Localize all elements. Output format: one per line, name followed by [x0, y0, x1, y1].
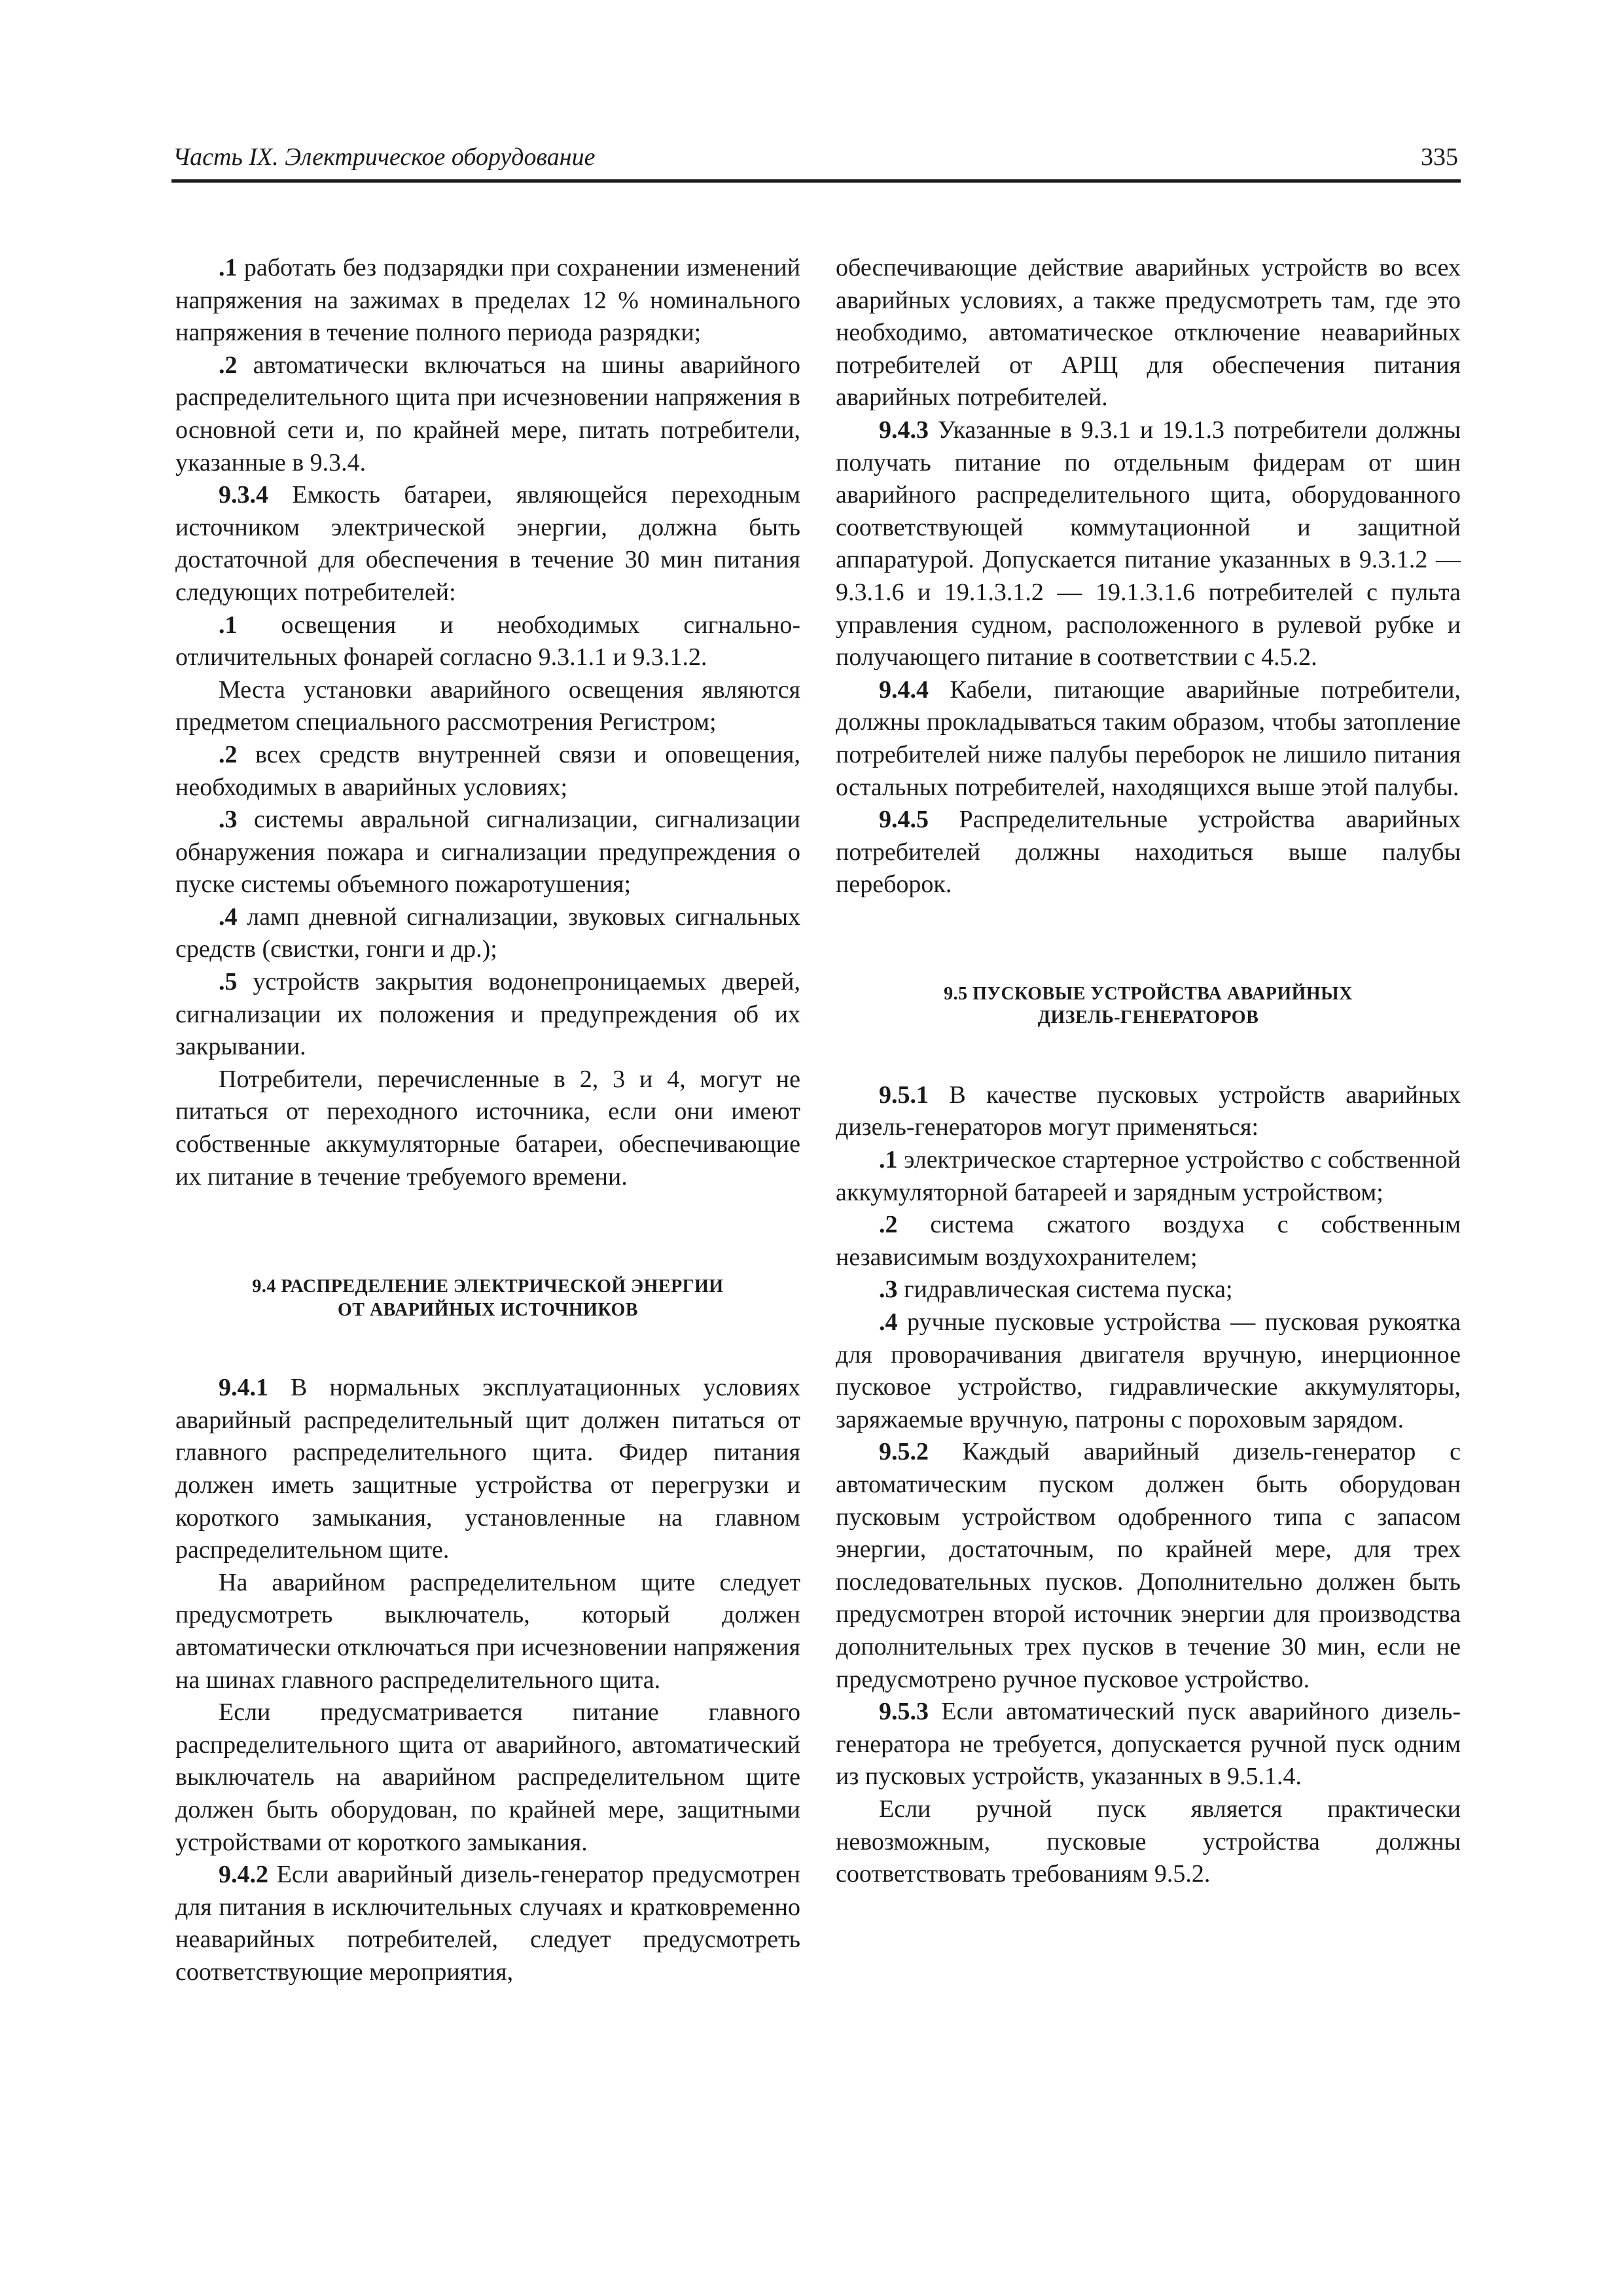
paragraph: [175, 739, 800, 804]
paragraph: [836, 252, 1461, 414]
clause-number: 9.4.2: [219, 1861, 268, 1889]
paragraph-text: устройств закрытия водонепроницаемых дверей, сигнализации их положения и предупреждения об их закрывании.: [175, 968, 800, 1061]
paragraph-text: автоматически включаться на шины аварийного распределительного щита при исчезновении напряжения в основной сети и, по крайней мере, питать потребители, указанные в 9.3.4.: [175, 351, 800, 476]
heading-line: ОТ АВАРИЙНЫХ ИСТОЧНИКОВ: [337, 1300, 639, 1321]
page-number: 335: [1421, 143, 1458, 171]
paragraph-text: ручные пусковые устройства — пусковая рукоятка для проворачивания двигателя вручную, инерционное пусковое устройство, гидравлические аккумуляторы, заряжаемые вручную, патроны с пороховым зарядом.: [836, 1308, 1461, 1433]
paragraph: [836, 804, 1461, 901]
item-number: .3: [879, 1276, 898, 1304]
paragraph: [175, 1064, 800, 1193]
paragraph-text: Каждый аварийный дизель-генератор с автоматическим пуском должен быть оборудован пусковым устройством одобренного типа с запасом энергии, достаточным, по крайней мере, для трех последовательных пусков. Дополнительно должен быть предусмотрен второй источник энергии для производства дополнительных трех пусков в течение 30 мин, если не предусмотрено ручное пусковое устройство.: [836, 1438, 1461, 1693]
item-number: .2: [219, 740, 238, 768]
item-number: .5: [219, 968, 238, 996]
paragraph: [175, 1567, 800, 1696]
item-number: .1: [219, 254, 238, 281]
paragraph: [836, 1209, 1461, 1274]
paragraph: [175, 252, 800, 350]
clause-number: 9.4.1: [219, 1374, 268, 1402]
paragraph: [836, 1436, 1461, 1696]
left-column: [175, 252, 800, 1989]
item-number: .4: [879, 1308, 898, 1336]
paragraph: [175, 804, 800, 901]
clause-number: 9.4.4: [879, 675, 929, 704]
paragraph-text: Кабели, питающие аварийные потребители, должны прокладываться таким образом, чтобы затопление потребителей ниже палубы переборок не лишило питания остальных потребителей, находящихся выше этой палубы.: [836, 675, 1461, 801]
running-header: [171, 140, 1461, 183]
paragraph-text: Потребители, перечисленные в 2, 3 и 4, могут не питаться от переходного источника, если они имеют собственные аккумуляторные батареи, обеспечивающие их питание в течение требуемого времени.: [175, 1065, 800, 1191]
paragraph: [836, 674, 1461, 804]
paragraph-text: гидравлическая система пуска;: [897, 1276, 1233, 1304]
paragraph-text: ламп дневной сигнализации, звуковых сигнальных средств (свистки, гонги и др.);: [175, 903, 800, 963]
paragraph: [836, 1274, 1461, 1306]
clause-number: 9.5.1: [879, 1081, 929, 1109]
clause-number: 9.5.2: [879, 1438, 929, 1466]
paragraph-text: Если ручной пуск является практически невозможным, пусковые устройства должны соответствовать требованиям 9.5.2.: [836, 1795, 1461, 1888]
paragraph: [836, 1306, 1461, 1436]
paragraph-text: Распределительные устройства аварийных потребителей должны находиться выше палубы переборок.: [836, 806, 1461, 899]
paragraph-text: электрическое стартерное устройство с собственной аккумуляторной батареей и зарядным устройством;: [836, 1146, 1461, 1206]
paragraph: [175, 1372, 800, 1567]
heading-line: 9.4 РАСПРЕДЕЛЕНИЕ ЭЛЕКТРИЧЕСКОЙ ЭНЕРГИИ: [252, 1276, 724, 1297]
paragraph: [836, 1793, 1461, 1891]
paragraph-text: В качестве пусковых устройств аварийных дизель-генераторов могут применяться:: [836, 1081, 1461, 1141]
paragraph: [836, 1079, 1461, 1144]
section-heading-9-5: [836, 982, 1461, 1030]
clause-number: 9.5.3: [879, 1698, 929, 1726]
paragraph-text: работать без подзарядки при сохранении изменений напряжения на зажимах в пределах 12 % номинального напряжения в течение полного периода разрядки;: [175, 254, 800, 347]
paragraph-text: всех средств внутренней связи и оповещения, необходимых в аварийных условиях;: [175, 740, 800, 801]
paragraph-text: обеспечивающие действие аварийных устройств во всех аварийных условиях, а также предусмотреть там, где это необходимо, автоматическое отключение неаварийных потребителей от АРЩ для обеспечения питания аварийных потребителей.: [836, 254, 1461, 412]
paragraph: [175, 609, 800, 674]
paragraph-text: системы авральной сигнализации, сигнализации обнаружения пожара и сигнализации предупреждения о пуске системы объемного пожаротушения;: [175, 806, 800, 899]
paragraph: [175, 966, 800, 1064]
paragraph: [175, 674, 800, 739]
item-number: .4: [219, 903, 238, 931]
paragraph: [836, 1696, 1461, 1793]
item-number: .2: [219, 351, 238, 379]
paragraph: [836, 1144, 1461, 1209]
paragraph-text: Если аварийный дизель-генератор предусмотрен для питания в исключительных случаях и кратковременно неаварийных потребителей, следует предусмотреть соответствующие мероприятия,: [175, 1861, 800, 1986]
paragraph-text: В нормальных эксплуатационных условиях аварийный распределительный щит должен питаться от главного распределительного щита. Фидер питания должен иметь защитные устройства от перегрузки и короткого замыкания, установленные на главном распределительном щите.: [175, 1374, 800, 1564]
paragraph-text: освещения и необходимых сигнально-отличительных фонарей согласно 9.3.1.1 и 9.3.1.2.: [175, 611, 800, 672]
paragraph-text: На аварийном распределительном щите следует предусмотреть выключатель, который должен автоматически отключаться при исчезновении напряжения на шинах главного распределительного щита.: [175, 1568, 800, 1694]
paragraph: [836, 414, 1461, 674]
paragraph-text: система сжатого воздуха с собственным независимым воздухохранителем;: [836, 1211, 1461, 1271]
item-number: .2: [879, 1211, 898, 1239]
right-column: [836, 252, 1461, 1891]
paragraph-text: Емкость батареи, являющейся переходным источником электрической энергии, должна быть достаточной для обеспечения в течение 30 мин питания следующих потребителей:: [175, 481, 800, 606]
item-number: .3: [219, 806, 238, 834]
paragraph: [175, 350, 800, 479]
item-number: .1: [879, 1146, 898, 1174]
paragraph: [175, 1696, 800, 1859]
paragraph-text: Если автоматический пуск аварийного дизель-генератора не требуется, допускается ручной пуск одним из пусковых устройств, указанных в 9.5.1.4.: [836, 1698, 1461, 1791]
clause-number: 9.3.4: [219, 481, 268, 509]
part-title: Часть IX. Электрическое оборудование: [173, 143, 596, 171]
clause-number: 9.4.3: [879, 416, 929, 444]
paragraph-text: Если предусматривается питание главного распределительного щита от аварийного, автоматический выключатель на аварийном распределительном щите должен быть оборудован, по крайней мере, защитными устройствами от короткого замыкания.: [175, 1698, 800, 1856]
clause-number: 9.4.5: [879, 806, 929, 834]
paragraph-text: Места установки аварийного освещения являются предметом специального рассмотрения Регистром;: [175, 675, 800, 736]
paragraph: [175, 1859, 800, 1988]
paragraph-text: Указанные в 9.3.1 и 19.1.3 потребители должны получать питание по отдельным фидерам от шин аварийного распределительного щита, оборудованного соответствующей коммутационной и защитной аппаратурой. Допускается питание указанных в 9.3.1.2 — 9.3.1.6 и 19.1.3.1.2 — 19.1.3.1.6 потребителей с пульта управления судном, расположенного в рулевой рубке и получающего питание в соответствии с 4.5.2.: [836, 416, 1461, 672]
section-heading-9-4: [175, 1275, 800, 1322]
heading-line: ДИЗЕЛЬ-ГЕНЕРАТОРОВ: [1037, 1007, 1259, 1028]
item-number: .1: [219, 611, 238, 639]
paragraph: [175, 901, 800, 966]
heading-line: 9.5 ПУСКОВЫЕ УСТРОЙСТВА АВАРИЙНЫХ: [944, 983, 1353, 1004]
paragraph: [175, 479, 800, 609]
